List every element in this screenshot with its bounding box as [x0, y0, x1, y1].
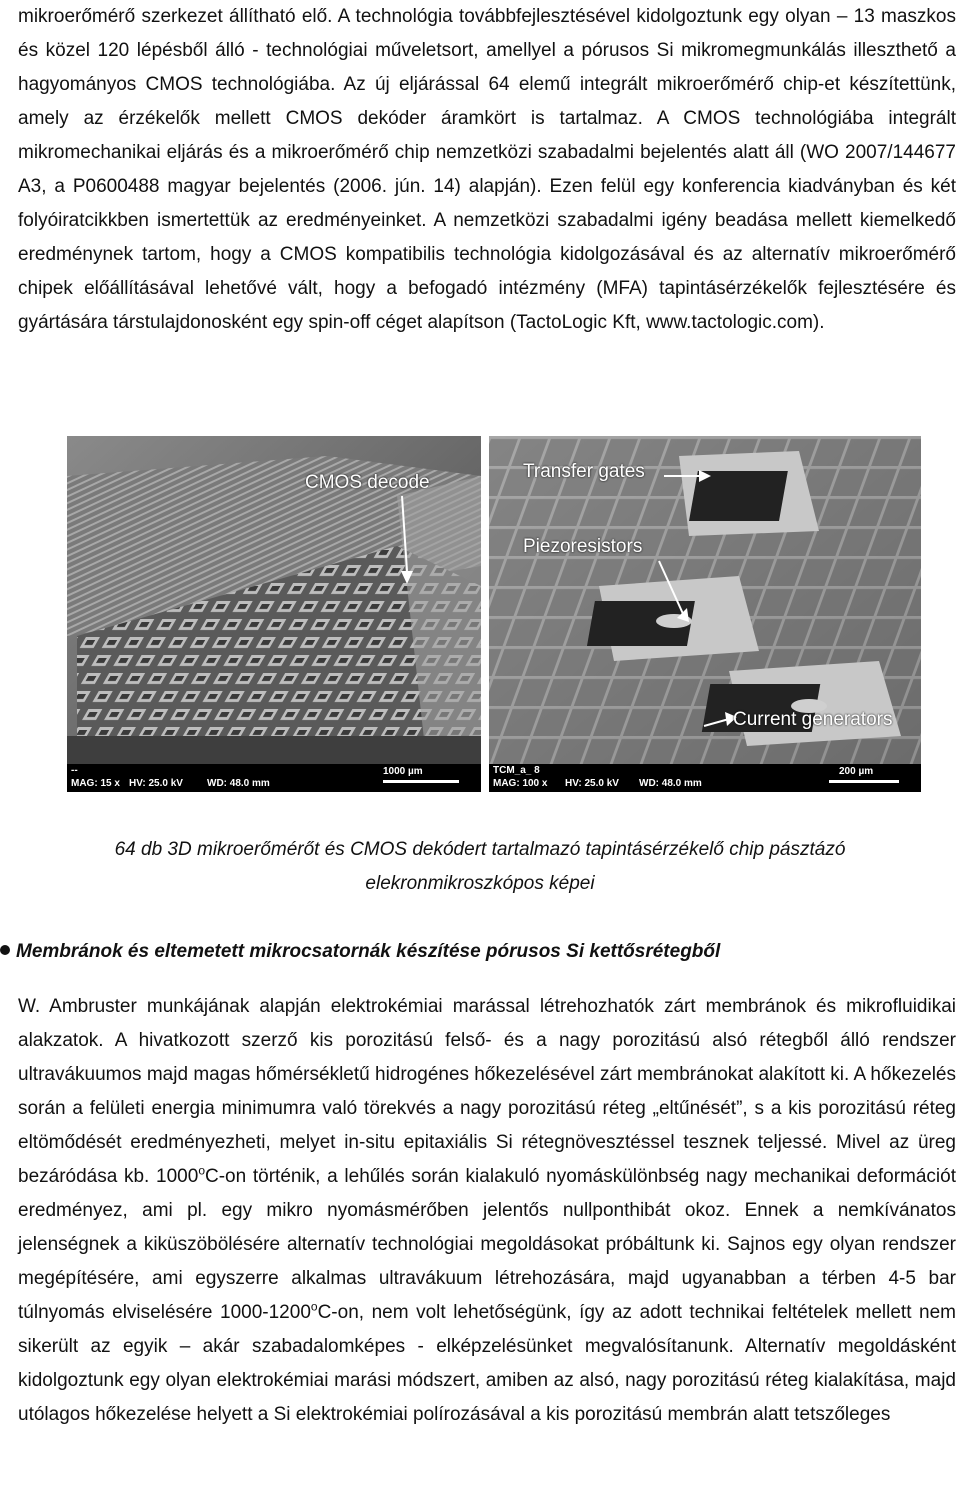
caption-line-1: 64 db 3D mikroerőmérőt és CMOS dekódert tartalmazó tapintásérzékelő chip pásztázó [114, 839, 846, 860]
scale-bar-label: 200 µm [839, 766, 874, 777]
scale-bar [383, 780, 459, 783]
sem-image-sensor-detail [489, 436, 921, 792]
working-distance: WD: 48.0 mm [207, 778, 270, 789]
paragraph-membranes [18, 990, 956, 1432]
label-cmos-decode: CMOS decode [305, 472, 430, 493]
scale-bar [829, 780, 899, 783]
bullet-icon [0, 945, 10, 955]
sensor-detail-graphic [489, 436, 921, 792]
scale-bar-label: 1000 µm [383, 766, 423, 777]
sem-info-bar-right [489, 764, 921, 792]
label-transfer-gates: Transfer gates [523, 461, 645, 482]
degree-superscript: o [310, 1299, 318, 1314]
caption-line-2: elekronmikroszkópos képei [365, 873, 595, 894]
high-voltage: HV: 25.0 kV [565, 778, 619, 789]
paragraph-membranes-part-2: C-on történik, a lehűlés során kialakuló nyomáskülönbség nagy mechanikai deformációt eredményez, ami pl. egy mikro nyomásmérőben jelentős nullponthibát okoz. Ennek a nemkívánatos jelenségnek a kiküszöbölésére alternatív technológiai megoldásokat próbáltunk ki. Sajnos egy olyan rendszer megépítésére, ami egyszerre alkalmas ultravákuum létrehozására, majd ugyanabban a térben 4-5 bar túlnyomás elviselésére 1000-1200 [18, 1166, 956, 1323]
paragraph-membranes-part-1: W. Ambruster munkájának alapján elektrokémiai marással létrehozhatók zárt membránok és mikrofluidikai alakzatok. A hivatkozott szerző kis porozitású felső- és a nagy porozitású alsó rétegből álló rendszer ultravákuumos majd magas hőmérsékletű hidrogénes hőkezelésével zárt membránokat alakított ki. A hőkezelés során a felületi energia minimumra való törekvés a nagy porozitású réteg „eltűnését”, s a kis porozitású réteg eltömődését eredményezheti, melyet in-situ epitaxiális Si rétegnövesztéssel tesznek teljessé. Mivel az üreg bezáródása kb. 1000 [18, 996, 956, 1187]
sem-image-chip-overview [67, 436, 481, 792]
paragraph-intro: mikroerőmérő szerkezet állítható elő. A technológia továbbfejlesztésével kidolgoztunk egy olyan – 13 maszkos és közel 120 lépésből álló - technológiai műveletsort, amellyel a pórusos Si mikromegmunkálás illeszthető a hagyományos CMOS technológiába. Az új eljárással 64 elemű integrált mikroerőmérő chip-et készítettünk, amely az érzékelők mellett CMOS dekóder áramkört is tartalmaz. A CMOS technológiába integrált mikromechanikai eljárás és a mikroerőmérő chip nemzetközi szabadalmi bejelentés alatt áll (WO 2007/144677 A3, a P0600488 magyar bejelentés (2006. jún. 14) alapján). Ezen felül egy konferencia kiadványban és két folyóiratcikkben ismertettük az eredményeinket. A nemzetközi szabadalmi igény beadása mellett kiemelkedő eredménynek tartom, hogy a CMOS kompatibilis technológia kidolgozásával és az alternatív mikroerőmérő chipek előállításával lehetővé vált, hogy a befogadó intézmény (MFA) tapintásérzékelők fejlesztésére és gyártására társtulajdonosként egy spin-off céget alapítson (TactoLogic Kft, www.tactologic.com). [18, 6, 956, 333]
paragraph-membranes-part-3: C-on, nem volt lehetőségünk, így az adott technikai feltételek mellett nem sikerült az egyik – akár szabadalomképes - elképzelésünket megvalósítanunk. Alternatív megoldásként kidolgoztunk egy olyan elektrokémiai marási módszert, amiben az alsó, nagy porozitású réteg kialakítása, majd utólagos hőkezelése helyett a Si elektrokémiai polírozásával a kis porozitású membrán alatt tetszőleges [18, 1302, 957, 1425]
degree-superscript: o [198, 1163, 205, 1178]
label-piezoresistors: Piezoresistors [523, 536, 643, 557]
working-distance: WD: 48.0 mm [639, 778, 702, 789]
section-heading-text: Membránok és eltemetett mikrocsatornák készítése pórusos Si kettősrétegből [16, 941, 721, 962]
image-id: -- [71, 765, 78, 776]
magnification: MAG: 15 x [71, 778, 120, 789]
label-current-generators: Current generators [733, 709, 893, 730]
sem-info-bar-left [67, 764, 481, 792]
image-id: TCM_a_ 8 [493, 765, 540, 776]
figure-caption [0, 833, 960, 901]
high-voltage: HV: 25.0 kV [129, 778, 183, 789]
magnification: MAG: 100 x [493, 778, 548, 789]
section-heading [0, 935, 960, 969]
